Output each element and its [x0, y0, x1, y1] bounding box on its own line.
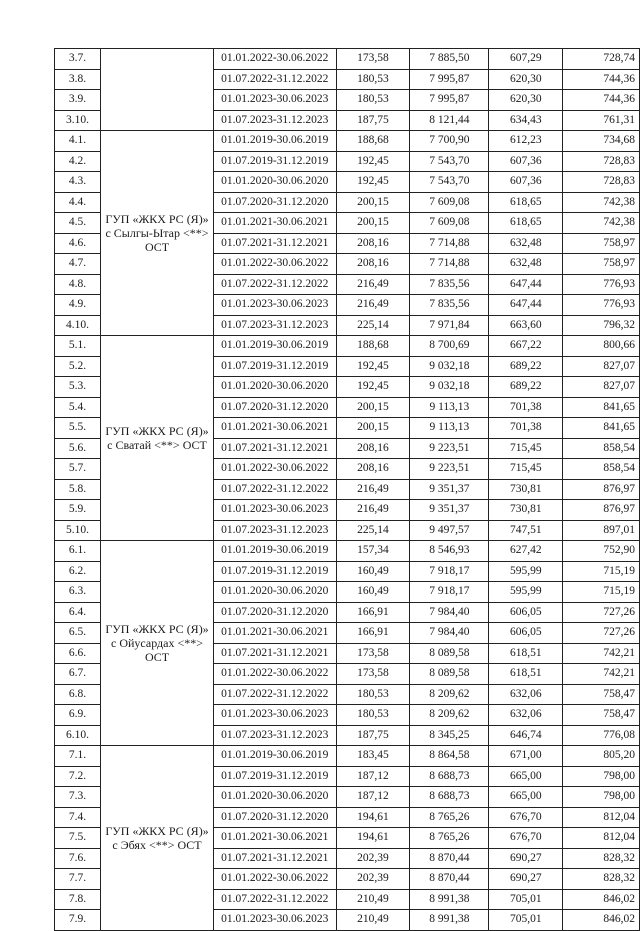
value-1: 173,58	[336, 643, 410, 664]
period: 01.01.2022-30.06.2022	[214, 49, 337, 70]
value-3: 595,99	[489, 582, 563, 603]
value-2: 8 870,44	[410, 869, 489, 890]
period: 01.01.2022-30.06.2022	[214, 664, 337, 685]
period: 01.07.2021-31.12.2021	[214, 643, 337, 664]
row-number: 4.10.	[55, 315, 101, 336]
value-4: 776,93	[563, 295, 640, 316]
value-2: 8 345,25	[410, 725, 489, 746]
value-1: 210,49	[336, 910, 410, 931]
row-number: 6.7.	[55, 664, 101, 685]
value-4: 897,01	[563, 520, 640, 541]
row-number: 6.4.	[55, 602, 101, 623]
row-number: 4.7.	[55, 254, 101, 275]
value-2: 8 864,58	[410, 746, 489, 767]
period: 01.01.2021-30.06.2021	[214, 213, 337, 234]
value-1: 180,53	[336, 705, 410, 726]
value-2: 8 765,26	[410, 828, 489, 849]
value-2: 7 543,70	[410, 151, 489, 172]
value-3: 676,70	[489, 807, 563, 828]
table-row	[55, 336, 640, 357]
value-2: 8 688,73	[410, 766, 489, 787]
value-1: 200,15	[336, 213, 410, 234]
value-2: 8 209,62	[410, 684, 489, 705]
period: 01.01.2020-30.06.2020	[214, 582, 337, 603]
value-2: 9 497,57	[410, 520, 489, 541]
table-row	[55, 746, 640, 767]
value-2: 9 032,18	[410, 377, 489, 398]
value-2: 7 835,56	[410, 295, 489, 316]
organization-cell: ГУП «ЖКХ РС (Я)» с Эбях <**> ОСТ	[101, 746, 214, 931]
row-number: 6.5.	[55, 623, 101, 644]
value-1: 187,12	[336, 787, 410, 808]
value-3: 618,51	[489, 664, 563, 685]
period: 01.01.2022-30.06.2022	[214, 254, 337, 275]
value-3: 689,22	[489, 356, 563, 377]
value-2: 8 089,58	[410, 664, 489, 685]
value-3: 618,51	[489, 643, 563, 664]
value-1: 180,53	[336, 69, 410, 90]
value-3: 634,43	[489, 110, 563, 131]
value-2: 7 543,70	[410, 172, 489, 193]
period: 01.07.2020-31.12.2020	[214, 192, 337, 213]
value-4: 858,54	[563, 438, 640, 459]
period: 01.01.2023-30.06.2023	[214, 910, 337, 931]
value-4: 715,19	[563, 561, 640, 582]
value-3: 620,30	[489, 69, 563, 90]
table-row	[55, 541, 640, 562]
period: 01.07.2023-31.12.2023	[214, 110, 337, 131]
value-1: 180,53	[336, 90, 410, 111]
value-3: 690,27	[489, 848, 563, 869]
value-3: 705,01	[489, 889, 563, 910]
value-4: 727,26	[563, 623, 640, 644]
period: 01.07.2019-31.12.2019	[214, 766, 337, 787]
period: 01.07.2022-31.12.2022	[214, 479, 337, 500]
row-number: 7.4.	[55, 807, 101, 828]
period: 01.01.2020-30.06.2020	[214, 172, 337, 193]
value-3: 701,38	[489, 397, 563, 418]
period: 01.01.2021-30.06.2021	[214, 418, 337, 439]
value-2: 9 351,37	[410, 500, 489, 521]
value-3: 618,65	[489, 213, 563, 234]
value-4: 805,20	[563, 746, 640, 767]
row-number: 7.3.	[55, 787, 101, 808]
value-4: 758,47	[563, 684, 640, 705]
value-4: 734,68	[563, 131, 640, 152]
value-4: 828,32	[563, 869, 640, 890]
period: 01.07.2019-31.12.2019	[214, 151, 337, 172]
value-3: 715,45	[489, 438, 563, 459]
value-1: 200,15	[336, 192, 410, 213]
value-1: 187,12	[336, 766, 410, 787]
value-3: 607,36	[489, 172, 563, 193]
value-2: 9 113,13	[410, 397, 489, 418]
row-number: 5.10.	[55, 520, 101, 541]
value-4: 796,32	[563, 315, 640, 336]
value-1: 202,39	[336, 848, 410, 869]
value-3: 612,23	[489, 131, 563, 152]
value-4: 758,97	[563, 254, 640, 275]
value-2: 7 984,40	[410, 623, 489, 644]
value-4: 728,74	[563, 49, 640, 70]
value-4: 742,21	[563, 643, 640, 664]
value-1: 202,39	[336, 869, 410, 890]
value-4: 858,54	[563, 459, 640, 480]
value-3: 646,74	[489, 725, 563, 746]
row-number: 7.5.	[55, 828, 101, 849]
period: 01.01.2023-30.06.2023	[214, 705, 337, 726]
organization-cell: ГУП «ЖКХ РС (Я)» с Сватай <**> ОСТ	[101, 336, 214, 541]
value-3: 606,05	[489, 623, 563, 644]
period: 01.01.2020-30.06.2020	[214, 787, 337, 808]
period: 01.07.2021-31.12.2021	[214, 848, 337, 869]
value-1: 216,49	[336, 295, 410, 316]
value-1: 208,16	[336, 233, 410, 254]
value-4: 776,93	[563, 274, 640, 295]
period: 01.07.2022-31.12.2022	[214, 69, 337, 90]
value-3: 715,45	[489, 459, 563, 480]
period: 01.01.2019-30.06.2019	[214, 336, 337, 357]
tariff-table-body	[55, 49, 640, 931]
period: 01.01.2021-30.06.2021	[214, 828, 337, 849]
value-3: 632,06	[489, 684, 563, 705]
value-1: 180,53	[336, 684, 410, 705]
tariff-table	[54, 48, 640, 931]
row-number: 4.8.	[55, 274, 101, 295]
value-1: 187,75	[336, 725, 410, 746]
value-1: 225,14	[336, 315, 410, 336]
organization-cell: ГУП «ЖКХ РС (Я)» с Сылгы-Ытар <**> ОСТ	[101, 131, 214, 336]
value-4: 800,66	[563, 336, 640, 357]
value-2: 9 032,18	[410, 356, 489, 377]
value-1: 173,58	[336, 664, 410, 685]
row-number: 4.5.	[55, 213, 101, 234]
value-1: 160,49	[336, 582, 410, 603]
value-2: 8 089,58	[410, 643, 489, 664]
row-number: 5.5.	[55, 418, 101, 439]
row-number: 4.9.	[55, 295, 101, 316]
period: 01.01.2023-30.06.2023	[214, 90, 337, 111]
value-4: 876,97	[563, 479, 640, 500]
value-1: 188,68	[336, 131, 410, 152]
row-number: 5.8.	[55, 479, 101, 500]
value-4: 727,26	[563, 602, 640, 623]
value-4: 752,90	[563, 541, 640, 562]
value-3: 595,99	[489, 561, 563, 582]
row-number: 5.2.	[55, 356, 101, 377]
value-4: 841,65	[563, 397, 640, 418]
value-1: 192,45	[336, 377, 410, 398]
value-4: 742,38	[563, 192, 640, 213]
value-2: 8 546,93	[410, 541, 489, 562]
period: 01.07.2023-31.12.2023	[214, 315, 337, 336]
row-number: 7.2.	[55, 766, 101, 787]
row-number: 6.6.	[55, 643, 101, 664]
value-2: 7 918,17	[410, 582, 489, 603]
value-2: 7 714,88	[410, 233, 489, 254]
table-row	[55, 49, 640, 70]
value-1: 216,49	[336, 500, 410, 521]
period: 01.01.2023-30.06.2023	[214, 295, 337, 316]
row-number: 4.1.	[55, 131, 101, 152]
value-1: 208,16	[336, 254, 410, 275]
value-1: 173,58	[336, 49, 410, 70]
value-1: 208,16	[336, 459, 410, 480]
row-number: 5.3.	[55, 377, 101, 398]
value-4: 828,32	[563, 848, 640, 869]
row-number: 3.7.	[55, 49, 101, 70]
value-3: 632,48	[489, 233, 563, 254]
value-1: 216,49	[336, 479, 410, 500]
table-row	[55, 131, 640, 152]
value-1: 188,68	[336, 336, 410, 357]
value-3: 632,48	[489, 254, 563, 275]
value-1: 166,91	[336, 602, 410, 623]
value-1: 200,15	[336, 418, 410, 439]
value-4: 742,38	[563, 213, 640, 234]
row-number: 6.3.	[55, 582, 101, 603]
value-2: 8 209,62	[410, 705, 489, 726]
value-1: 192,45	[336, 151, 410, 172]
value-4: 758,97	[563, 233, 640, 254]
value-2: 8 991,38	[410, 889, 489, 910]
period: 01.07.2021-31.12.2021	[214, 438, 337, 459]
row-number: 5.6.	[55, 438, 101, 459]
row-number: 6.8.	[55, 684, 101, 705]
value-4: 742,21	[563, 664, 640, 685]
row-number: 5.1.	[55, 336, 101, 357]
value-4: 744,36	[563, 90, 640, 111]
period: 01.01.2022-30.06.2022	[214, 869, 337, 890]
value-2: 7 971,84	[410, 315, 489, 336]
value-2: 7 995,87	[410, 90, 489, 111]
value-2: 7 714,88	[410, 254, 489, 275]
row-number: 4.4.	[55, 192, 101, 213]
value-3: 671,00	[489, 746, 563, 767]
value-2: 7 835,56	[410, 274, 489, 295]
value-1: 183,45	[336, 746, 410, 767]
period: 01.01.2019-30.06.2019	[214, 131, 337, 152]
value-4: 715,19	[563, 582, 640, 603]
value-4: 876,97	[563, 500, 640, 521]
row-number: 6.9.	[55, 705, 101, 726]
value-3: 647,44	[489, 295, 563, 316]
value-3: 618,65	[489, 192, 563, 213]
value-1: 157,34	[336, 541, 410, 562]
period: 01.07.2019-31.12.2019	[214, 561, 337, 582]
period: 01.07.2022-31.12.2022	[214, 684, 337, 705]
value-2: 7 700,90	[410, 131, 489, 152]
period: 01.07.2022-31.12.2022	[214, 274, 337, 295]
value-2: 9 223,51	[410, 459, 489, 480]
row-number: 3.10.	[55, 110, 101, 131]
value-3: 607,36	[489, 151, 563, 172]
organization-cell: ГУП «ЖКХ РС (Я)» с Ойусардах <**> ОСТ	[101, 541, 214, 746]
value-2: 7 995,87	[410, 69, 489, 90]
value-1: 192,45	[336, 172, 410, 193]
value-1: 160,49	[336, 561, 410, 582]
value-3: 663,60	[489, 315, 563, 336]
value-3: 701,38	[489, 418, 563, 439]
row-number: 6.1.	[55, 541, 101, 562]
value-3: 632,06	[489, 705, 563, 726]
value-4: 827,07	[563, 356, 640, 377]
value-4: 728,83	[563, 172, 640, 193]
period: 01.07.2020-31.12.2020	[214, 807, 337, 828]
row-number: 4.2.	[55, 151, 101, 172]
row-number: 5.4.	[55, 397, 101, 418]
organization-cell	[101, 49, 214, 131]
row-number: 7.8.	[55, 889, 101, 910]
value-4: 841,65	[563, 418, 640, 439]
row-number: 4.3.	[55, 172, 101, 193]
value-1: 200,15	[336, 397, 410, 418]
value-3: 607,29	[489, 49, 563, 70]
value-4: 812,04	[563, 807, 640, 828]
value-2: 9 113,13	[410, 418, 489, 439]
row-number: 6.10.	[55, 725, 101, 746]
value-1: 210,49	[336, 889, 410, 910]
value-2: 8 870,44	[410, 848, 489, 869]
period: 01.01.2021-30.06.2021	[214, 623, 337, 644]
value-2: 9 223,51	[410, 438, 489, 459]
row-number: 7.6.	[55, 848, 101, 869]
row-number: 3.8.	[55, 69, 101, 90]
value-3: 730,81	[489, 479, 563, 500]
value-1: 166,91	[336, 623, 410, 644]
value-4: 728,83	[563, 151, 640, 172]
row-number: 6.2.	[55, 561, 101, 582]
period: 01.07.2019-31.12.2019	[214, 356, 337, 377]
row-number: 7.7.	[55, 869, 101, 890]
value-2: 8 700,69	[410, 336, 489, 357]
period: 01.07.2023-31.12.2023	[214, 725, 337, 746]
value-3: 627,42	[489, 541, 563, 562]
row-number: 7.9.	[55, 910, 101, 931]
value-3: 606,05	[489, 602, 563, 623]
row-number: 5.7.	[55, 459, 101, 480]
value-3: 690,27	[489, 869, 563, 890]
value-4: 776,08	[563, 725, 640, 746]
period: 01.07.2021-31.12.2021	[214, 233, 337, 254]
value-2: 8 991,38	[410, 910, 489, 931]
period: 01.07.2020-31.12.2020	[214, 397, 337, 418]
value-2: 7 984,40	[410, 602, 489, 623]
period: 01.01.2023-30.06.2023	[214, 500, 337, 521]
value-3: 665,00	[489, 787, 563, 808]
value-3: 689,22	[489, 377, 563, 398]
value-1: 194,61	[336, 807, 410, 828]
value-2: 7 885,50	[410, 49, 489, 70]
period: 01.07.2020-31.12.2020	[214, 602, 337, 623]
period: 01.01.2019-30.06.2019	[214, 746, 337, 767]
value-4: 758,47	[563, 705, 640, 726]
value-1: 216,49	[336, 274, 410, 295]
value-4: 744,36	[563, 69, 640, 90]
row-number: 7.1.	[55, 746, 101, 767]
value-4: 846,02	[563, 889, 640, 910]
value-3: 620,30	[489, 90, 563, 111]
value-2: 8 765,26	[410, 807, 489, 828]
value-3: 667,22	[489, 336, 563, 357]
value-3: 705,01	[489, 910, 563, 931]
value-2: 7 609,08	[410, 192, 489, 213]
value-1: 194,61	[336, 828, 410, 849]
value-3: 676,70	[489, 828, 563, 849]
value-1: 225,14	[336, 520, 410, 541]
period: 01.01.2019-30.06.2019	[214, 541, 337, 562]
value-2: 9 351,37	[410, 479, 489, 500]
period: 01.07.2022-31.12.2022	[214, 889, 337, 910]
value-4: 827,07	[563, 377, 640, 398]
value-3: 747,51	[489, 520, 563, 541]
row-number: 4.6.	[55, 233, 101, 254]
value-4: 812,04	[563, 828, 640, 849]
period: 01.01.2022-30.06.2022	[214, 459, 337, 480]
value-3: 665,00	[489, 766, 563, 787]
period: 01.07.2023-31.12.2023	[214, 520, 337, 541]
value-1: 192,45	[336, 356, 410, 377]
period: 01.01.2020-30.06.2020	[214, 377, 337, 398]
value-2: 7 609,08	[410, 213, 489, 234]
value-4: 798,00	[563, 787, 640, 808]
value-1: 187,75	[336, 110, 410, 131]
value-1: 208,16	[336, 438, 410, 459]
value-4: 798,00	[563, 766, 640, 787]
value-2: 8 121,44	[410, 110, 489, 131]
value-4: 761,31	[563, 110, 640, 131]
value-3: 730,81	[489, 500, 563, 521]
value-2: 8 688,73	[410, 787, 489, 808]
row-number: 5.9.	[55, 500, 101, 521]
value-3: 647,44	[489, 274, 563, 295]
value-4: 846,02	[563, 910, 640, 931]
row-number: 3.9.	[55, 90, 101, 111]
value-2: 7 918,17	[410, 561, 489, 582]
